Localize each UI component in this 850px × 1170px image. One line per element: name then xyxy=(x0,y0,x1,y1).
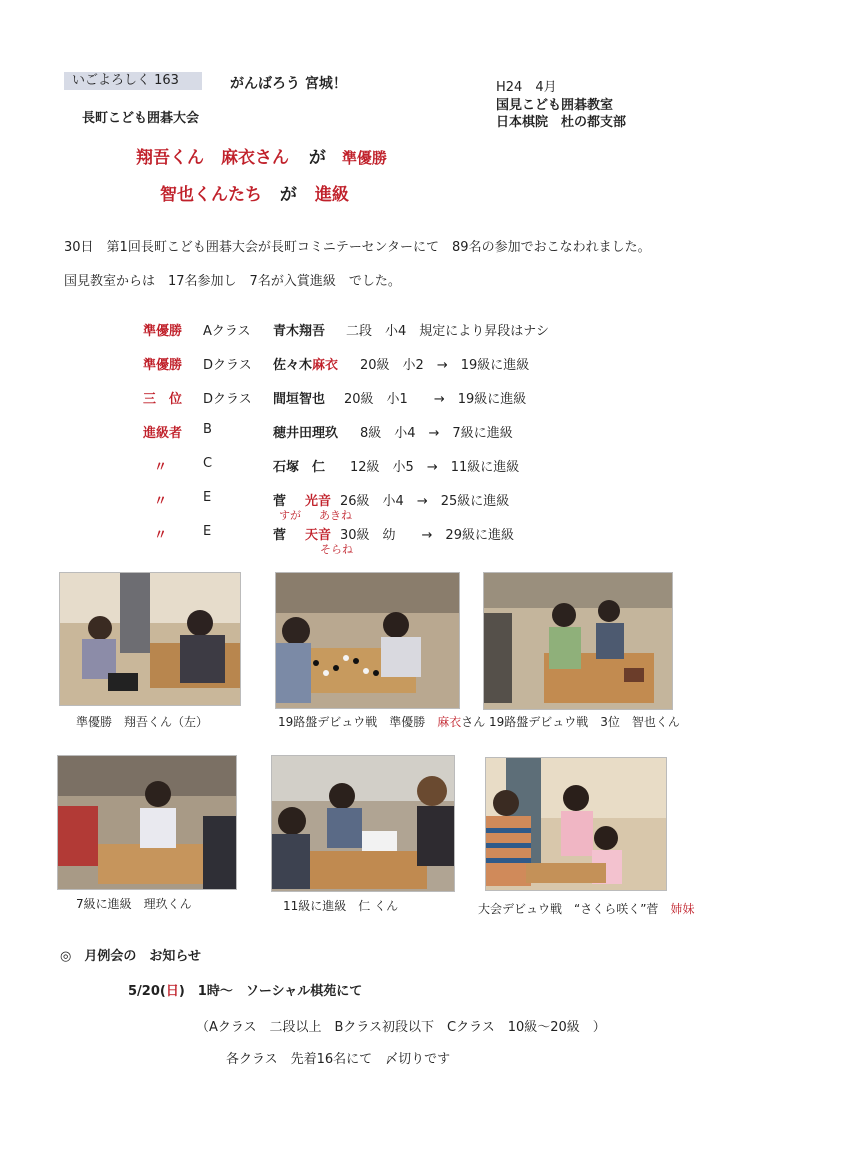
result-place: 三 位 xyxy=(143,392,183,407)
headline-names-2: 智也くんたち xyxy=(160,185,262,205)
result-class: Dクラス xyxy=(203,392,252,407)
caption-jin: 11級に進級 仁 くん xyxy=(283,899,399,913)
result-class: Aクラス xyxy=(203,324,251,339)
result-class: E xyxy=(203,524,212,539)
ruby-suga: すが xyxy=(279,509,301,522)
event-name: 長町こども囲碁大会 xyxy=(82,111,200,126)
result-name: 菅 天音 xyxy=(273,528,332,543)
result-detail: 30級 幼 → 29級に進級 xyxy=(340,528,514,543)
result-place: 〃 xyxy=(154,460,168,475)
caption-sisters: 大会デビュウ戦 “さくら咲く”菅 姉妹 xyxy=(478,902,695,916)
caption-tomoya: 19路盤デビュウ戦 3位 智也くん xyxy=(489,715,680,729)
result-class: E xyxy=(203,490,212,505)
intro-paragraph-1: 30日 第1回長町こども囲碁大会が長町コミニテーセンターにて 89名の参加でおこなわれました。 xyxy=(64,240,651,255)
photo-riku xyxy=(57,755,237,890)
headline-result-2: 進級 xyxy=(314,185,349,205)
headline-result: 準優勝 xyxy=(341,149,387,167)
result-class: C xyxy=(203,456,213,471)
result-class: Dクラス xyxy=(203,358,252,373)
notice-date: 5/20(日) 1時～ ソーシャル棋苑にて xyxy=(128,984,363,999)
result-name: 穂井田理玖 xyxy=(273,426,339,441)
result-place: 準優勝 xyxy=(143,324,183,339)
intro-paragraph-2: 国見教室からは 17名参加し 7名が入賞進級 でした。 xyxy=(64,274,401,289)
result-detail: 二段 小4 規定により昇段はナシ xyxy=(346,324,550,339)
photo-sisters xyxy=(485,757,667,891)
headline-ga: が xyxy=(308,148,326,168)
issue-date: H24 4月 xyxy=(496,80,557,95)
result-detail: 12級 小5 → 11級に進級 xyxy=(350,460,520,475)
org-branch: 日本棋院 杜の都支部 xyxy=(496,115,627,130)
photo-jin xyxy=(271,755,455,892)
photo-mai xyxy=(275,572,460,709)
result-detail: 20級 小1 → 19級に進級 xyxy=(344,392,527,407)
notice-heading: ◎ 月例会の お知らせ xyxy=(60,949,201,964)
result-name: 間垣智也 xyxy=(273,392,326,407)
ruby-akine: あきね xyxy=(319,509,352,522)
result-class: B xyxy=(203,422,212,437)
result-name: 菅 光音 xyxy=(273,494,332,509)
result-place: 準優勝 xyxy=(143,358,183,373)
result-name: 青木翔吾 xyxy=(273,324,326,339)
photo-tomoya xyxy=(483,572,673,710)
ruby-sorane: そらね xyxy=(320,543,353,556)
caption-shogo: 準優勝 翔吾くん（左） xyxy=(76,715,209,729)
notice-limit: 各クラス 先着16名にて 〆切りです xyxy=(226,1052,451,1067)
headline-ga-2: が xyxy=(279,185,297,205)
headline-line2 xyxy=(160,180,349,205)
headline-line1 xyxy=(136,143,387,168)
notice-classes: （Aクラス 二段以上 Bクラス初段以下 Cクラス 10級～20級 ） xyxy=(196,1020,606,1035)
result-place: 進級者 xyxy=(143,426,183,441)
caption-riku: 7級に進級 理玖くん xyxy=(76,897,192,911)
result-detail: 26級 小4 → 25級に進級 xyxy=(340,494,510,509)
result-name: 佐々木麻衣 xyxy=(273,358,339,373)
photo-shogo xyxy=(59,572,241,706)
result-place: 〃 xyxy=(154,528,168,543)
org-name: 国見こども囲碁教室 xyxy=(496,98,614,113)
series-badge: いごよろしく 163 xyxy=(64,72,202,90)
result-detail: 8級 小4 → 7級に進級 xyxy=(360,426,513,441)
result-name: 石塚 仁 xyxy=(273,460,326,475)
result-place: 〃 xyxy=(154,494,168,509)
caption-mai: 19路盤デビュウ戦 準優勝 麻衣さん xyxy=(278,715,486,729)
headline-names: 翔吾くん 麻衣さん xyxy=(136,148,289,168)
slogan: がんばろう 宮城！ xyxy=(230,76,347,92)
result-detail: 20級 小2 → 19級に進級 xyxy=(360,358,530,373)
